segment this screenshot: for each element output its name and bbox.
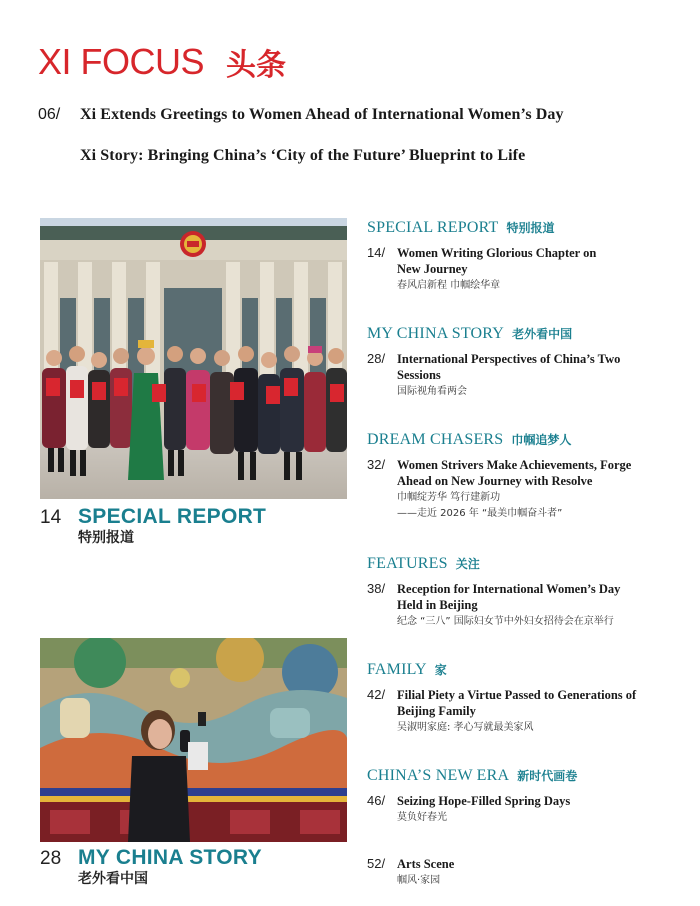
masthead: [38, 40, 286, 84]
photo-caption: [40, 846, 262, 870]
headline: Women Strivers Make Achievements, Forge Ahead on New Journey with Resolve: [397, 458, 632, 488]
section-heading: [367, 219, 667, 237]
section-heading: [367, 431, 687, 449]
toc-entry[interactable]: [367, 245, 667, 293]
my-china-story-photo[interactable]: [40, 638, 347, 842]
page-number: 46/: [367, 793, 386, 808]
page-number: 28/: [367, 351, 386, 366]
page-number: 14/: [367, 245, 386, 260]
section-title-cn: 关注: [455, 557, 480, 571]
headline-cn: 巾帼绽芳华 笃行建新功: [397, 492, 501, 503]
toc-entry[interactable]: [367, 457, 687, 521]
section-title: CHINA’S NEW ERA: [367, 767, 510, 784]
special-report-photo[interactable]: [40, 218, 347, 499]
toc-entry[interactable]: [367, 856, 667, 888]
photo-caption: [40, 505, 266, 529]
page-number: 06/: [38, 106, 61, 123]
section-title-cn: 老外看中国: [78, 871, 148, 887]
toc-section: [367, 325, 667, 399]
headline-cn: 莫负好春光: [397, 812, 447, 823]
headline: Reception for International Women’s Day Held in Beijing: [397, 582, 621, 612]
headline-cn: 春风启新程 巾帼绘华章: [397, 280, 501, 291]
page-number: 28: [40, 848, 62, 869]
section-heading: [367, 555, 687, 573]
toc-section: [367, 431, 687, 521]
national-emblem-icon: [180, 231, 206, 257]
headline: Seizing Hope-Filled Spring Days: [397, 794, 571, 808]
headline-cn-subtitle: ——走近 2026 年 “最美巾帼奋斗者”: [397, 508, 563, 519]
section-title: MY CHINA STORY: [78, 846, 262, 869]
toc-section: [367, 219, 667, 293]
headline: Xi Extends Greetings to Women Ahead of International Women’s Day: [80, 106, 564, 123]
headline: Xi Story: Bringing China’s ‘City of the Future’ Blueprint to Life: [80, 147, 526, 164]
headline-cn: 帼风·家园: [397, 875, 441, 886]
toc-entry[interactable]: [367, 351, 667, 399]
headline: International Perspectives of China’s Two Sessions: [397, 352, 621, 382]
headline-cn: 国际视角看两会: [397, 386, 467, 397]
section-heading: [367, 767, 667, 785]
headline: Women Writing Glorious Chapter on New Journey: [397, 246, 597, 276]
section-title-cn: 新时代画卷: [517, 769, 578, 783]
section-title: SPECIAL REPORT: [78, 505, 267, 528]
section-title-cn: 特别报道: [506, 221, 555, 235]
toc-section: [367, 555, 687, 629]
toc-section: [367, 856, 667, 888]
toc-entry[interactable]: [367, 793, 667, 825]
section-title-cn: 巾帼追梦人: [511, 433, 572, 447]
toc-section: [367, 661, 687, 735]
toc-entry[interactable]: [367, 687, 687, 735]
section-title: FEATURES: [367, 555, 448, 572]
section-title: DREAM CHASERS: [367, 431, 504, 448]
section-title: MY CHINA STORY: [367, 325, 505, 342]
masthead-title: XI FOCUS: [38, 41, 205, 82]
headline: Filial Piety a Virtue Passed to Generations of Beijing Family: [397, 688, 637, 718]
headline-cn: 纪念 “三八” 国际妇女节中外妇女招待会在京举行: [397, 616, 614, 627]
toc-entry[interactable]: [367, 581, 687, 629]
section-title-cn: 老外看中国: [512, 327, 573, 341]
section-title: FAMILY: [367, 661, 427, 678]
headline-cn: 吴淑明家庭: 孝心写就最美家风: [397, 722, 534, 733]
section-title: SPECIAL REPORT: [367, 219, 499, 236]
page-number: 14: [40, 507, 62, 528]
toc-section: [367, 767, 667, 825]
headline: Arts Scene: [397, 857, 455, 871]
section-heading: [367, 661, 687, 679]
section-title-cn: 特别报道: [78, 530, 134, 546]
page-number: 38/: [367, 581, 386, 596]
group-photo-illustration: [40, 218, 347, 499]
mural-photo-illustration: [40, 638, 347, 842]
top-item[interactable]: [38, 106, 564, 124]
page-number: 52/: [367, 856, 386, 871]
page-number: 32/: [367, 457, 386, 472]
section-heading: [367, 325, 667, 343]
page-number: 42/: [367, 687, 386, 702]
masthead-title-cn: 头条: [226, 48, 287, 83]
section-title-cn: 家: [434, 663, 447, 677]
top-item[interactable]: [38, 147, 525, 165]
